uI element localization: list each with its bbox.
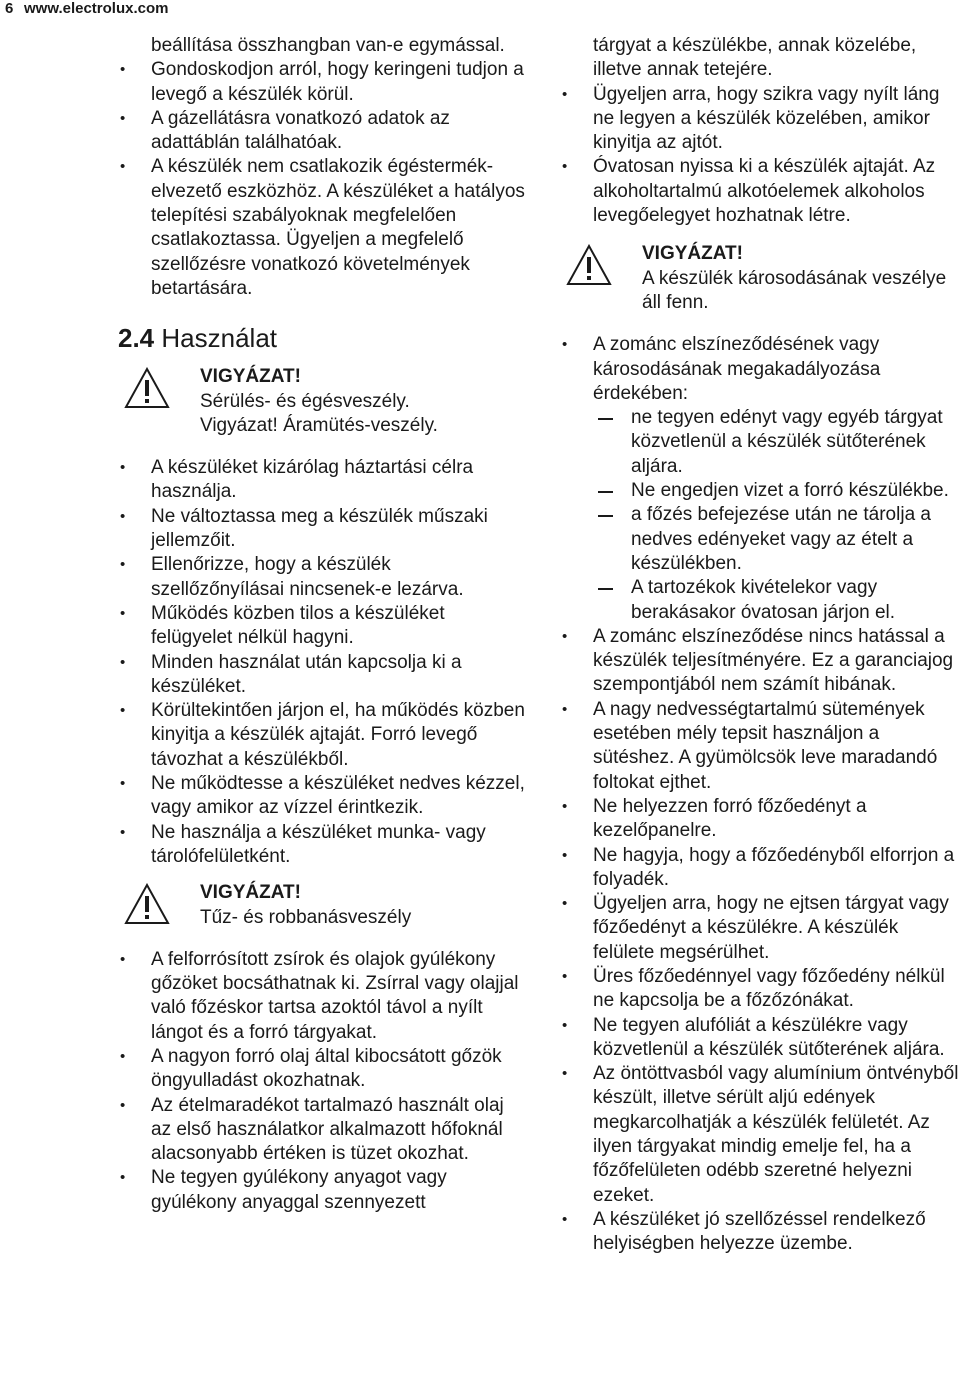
section-heading [118, 323, 528, 353]
list-item: • A nagy nedvességtartalmú sütemények esetében mély tepsit használjon a sütéshez. A gyümölcsök leve maradandó foltokat ejthet. [560, 698, 960, 795]
list-item: • A készüléket kizárólag háztartási célra használja. [118, 456, 528, 505]
list-item: tárgyat a készülékbe, annak közelébe, illetve annak tetejére. [593, 35, 917, 81]
list-item: • Ne használja a készüléket munka- vagy tárolófelületként. [118, 821, 528, 870]
list-item: • Ügyeljen arra, hogy szikra vagy nyílt láng ne legyen a készülék közelében, amikor kinyitja az ajtót. [560, 83, 960, 156]
warning-text: Sérülés- és égésveszély. [200, 390, 410, 412]
warning-title: VIGYÁZAT! [200, 882, 301, 904]
left-column [118, 34, 528, 1215]
warning-text: Tűz- és robbanásveszély [200, 906, 412, 928]
list-item: • Ne változtassa meg a készülék műszaki jellemzőit. [118, 505, 528, 554]
list-item: • Óvatosan nyissa ki a készülék ajtaját. Az alkoholtartalmú alkotóelemek alkoholos levegőelegyet hozhatnak létre. [560, 155, 960, 228]
warning-title: VIGYÁZAT! [642, 243, 743, 265]
warning-box [118, 881, 528, 930]
list-item: • A nagyon forró olaj által kibocsátott gőzök öngyulladást okozhatnak. [118, 1045, 528, 1094]
list-item [560, 333, 960, 625]
section-number: 2.4 [118, 323, 155, 354]
list-item: • Körültekintően járjon el, ha működés közben kinyitja a készülék ajtaját. Forró levegő távozhat a készülékből. [118, 699, 528, 772]
list-item: • A gázellátásra vonatkozó adatok az adattáblán találhatóak. [118, 107, 528, 156]
intro-bullet-list [118, 34, 528, 301]
dash-item: A tartozékok kivételekor vagy berakásakor óvatosan járjon el. [593, 576, 960, 625]
website-url: www.electrolux.com [24, 0, 169, 17]
section-title: Használat [161, 323, 278, 354]
dash-list [593, 406, 960, 625]
list-item: • Ne tegyen gyúlékony anyagot vagy gyúlékony anyaggal szennyezett [118, 1166, 528, 1215]
list-item: • A készülék nem csatlakozik égéstermék-elvezető eszközhöz. A készüléket a hatályos telepítési szabályoknak megfelelően csatlakoztassa. Ügyeljen a megfelelő szellőzésre vonatkozó követelmények betartására. [118, 155, 528, 301]
list-item: • Ne helyezzen forró főzőedényt a kezelőpanelre. [560, 795, 960, 844]
warning-triangle-icon [124, 367, 170, 409]
page-number: 6 [5, 0, 14, 17]
list-item: • Ne hagyja, hogy a főzőedényből elforrjon a folyadék. [560, 844, 960, 893]
warning-box [560, 242, 960, 315]
list-item: • Működés közben tilos a készüléket felügyelet nélkül hagyni. [118, 602, 528, 651]
list-item: • Gondoskodjon arról, hogy keringeni tudjon a levegő a készülék körül. [118, 58, 528, 107]
dash-item: Ne engedjen vizet a forró készülékbe. [593, 479, 960, 503]
warning-title: VIGYÁZAT! [200, 366, 301, 388]
list-item: • Az öntöttvasból vagy alumínium öntvényből készült, illetve sérült aljú edények megkarcolhatják a készülék felületét. Az ilyen tárgyakat mindig emelje fel, ha a főzőfelületen odébb szeretné helyezni ezeket. [560, 1062, 960, 1208]
fire-bullet-list [118, 948, 528, 1215]
list-item: • Az ételmaradékot tartalmazó használt olaj az első használatkor alkalmazott hőfoknál alacsonyabb értéken is tüzet okozhat. [118, 1094, 528, 1167]
dash-item: a főzés befejezése után ne tárolja a nedves edényeket vagy az ételt a készülékben. [593, 503, 960, 576]
warning-text: A készülék károsodásának veszélye áll fenn. [642, 267, 947, 313]
list-item: • Üres főzőedénnyel vagy főzőedény nélkül ne kapcsolja be a főzőzónákat. [560, 965, 960, 1014]
list-item: • Ne tegyen alufóliát a készülékre vagy közvetlenül a készülék sütőterének aljára. [560, 1014, 960, 1063]
warning-box [118, 365, 528, 438]
usage-bullet-list [118, 456, 528, 869]
list-item: • Ügyeljen arra, hogy ne ejtsen tárgyat vagy főzőedényt a készülékre. A készülék felülete megsérülhet. [560, 892, 960, 965]
enamel-bullet-list [560, 333, 960, 1256]
list-item: • A készüléket jó szellőzéssel rendelkező helyiségben helyezze üzembe. [560, 1208, 960, 1257]
intro-bullet-list [560, 34, 960, 228]
list-item: • A zománc elszíneződése nincs hatással a készülék teljesítményére. Ez a garanciajog szempontjából nem számít hibának. [560, 625, 960, 698]
list-item: • A felforrósított zsírok és olajok gyúlékony gőzöket bocsáthatnak ki. Zsírral vagy olajjal való főzéskor tartsa azoktól távol a nyílt lángot és a forró tárgyakat. [118, 948, 528, 1045]
dash-item: ne tegyen edényt vagy egyéb tárgyat közvetlenül a készülék sütőterének aljára. [593, 406, 960, 479]
warning-triangle-icon [566, 244, 612, 286]
right-column [560, 34, 960, 1257]
list-item: • Ellenőrizze, hogy a készülék szellőzőnyílásai nincsenek-e lezárva. [118, 553, 528, 602]
list-item: • Ne működtesse a készüléket nedves kézzel, vagy amikor az vízzel érintkezik. [118, 772, 528, 821]
warning-text: Vigyázat! Áramütés-veszély. [200, 414, 438, 436]
list-item: beállítása összhangban van-e egymással. [151, 35, 505, 56]
list-item-text: A zománc elszíneződésének vagy károsodásának megakadályozása érdekében: [593, 334, 881, 404]
warning-triangle-icon [124, 883, 170, 925]
list-item: • Minden használat után kapcsolja ki a készüléket. [118, 651, 528, 700]
